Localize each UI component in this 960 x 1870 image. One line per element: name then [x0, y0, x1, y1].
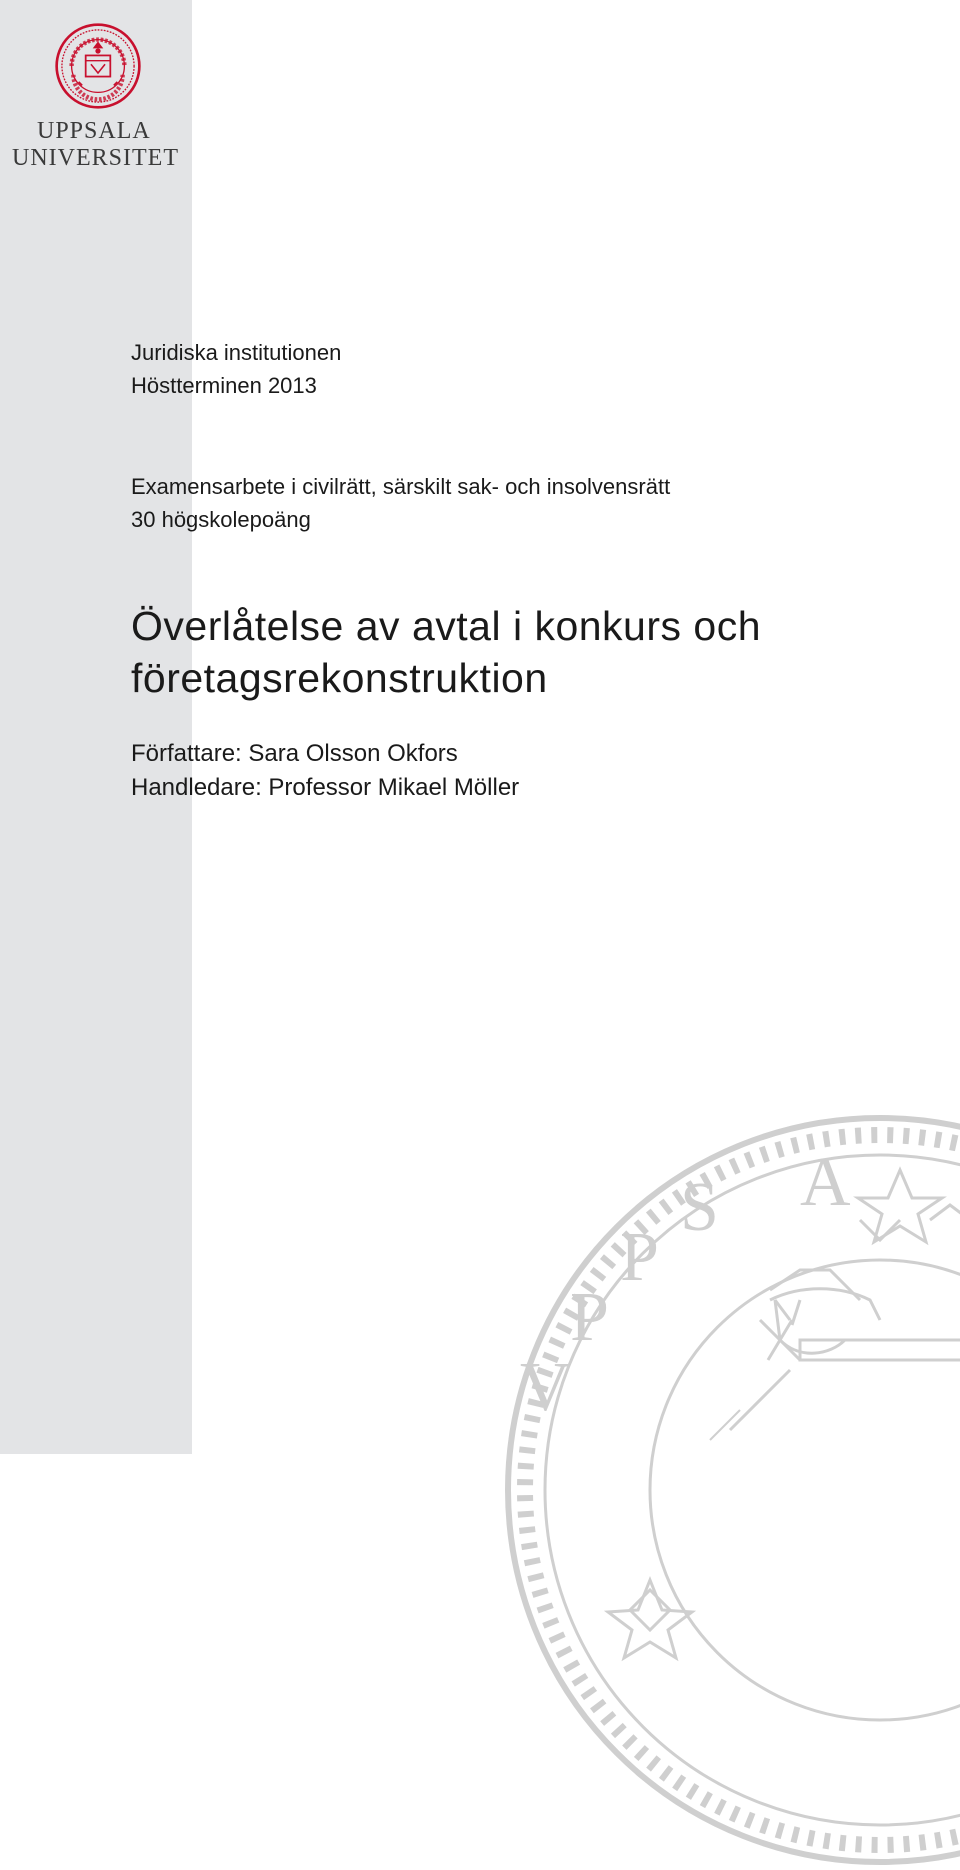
- department-name: Juridiska institutionen: [131, 340, 342, 365]
- uppsala-seal-watermark-icon: [500, 1110, 960, 1870]
- people-block: [131, 737, 519, 805]
- svg-text:P: P: [570, 1279, 609, 1356]
- svg-text:V: V: [520, 1349, 571, 1426]
- title-line-1: Överlåtelse av avtal i konkurs och: [131, 603, 761, 649]
- term-name: Höstterminen 2013: [131, 373, 317, 398]
- credits: 30 högskolepoäng: [131, 507, 311, 532]
- course-block: [131, 470, 670, 536]
- wordmark-line-universitet: UNIVERSITET: [12, 145, 179, 171]
- title-line-2: företagsrekonstruktion: [131, 655, 548, 701]
- author-line: Författare: Sara Olsson Okfors: [131, 740, 458, 767]
- svg-text:A: A: [800, 1144, 851, 1221]
- svg-text:P: P: [620, 1219, 659, 1296]
- institution-block: [131, 336, 341, 402]
- university-wordmark: [12, 118, 179, 172]
- uppsala-university-seal-icon: [54, 22, 142, 110]
- wordmark-line-uppsala: UPPSALA: [37, 118, 151, 144]
- supervisor-line: Handledare: Professor Mikael Möller: [131, 774, 520, 801]
- thesis-type: Examensarbete i civilrätt, särskilt sak- och insolvensrätt: [131, 474, 671, 499]
- sidebar-band: [0, 0, 192, 1454]
- svg-text:S: S: [680, 1169, 719, 1246]
- thesis-title: [131, 600, 761, 704]
